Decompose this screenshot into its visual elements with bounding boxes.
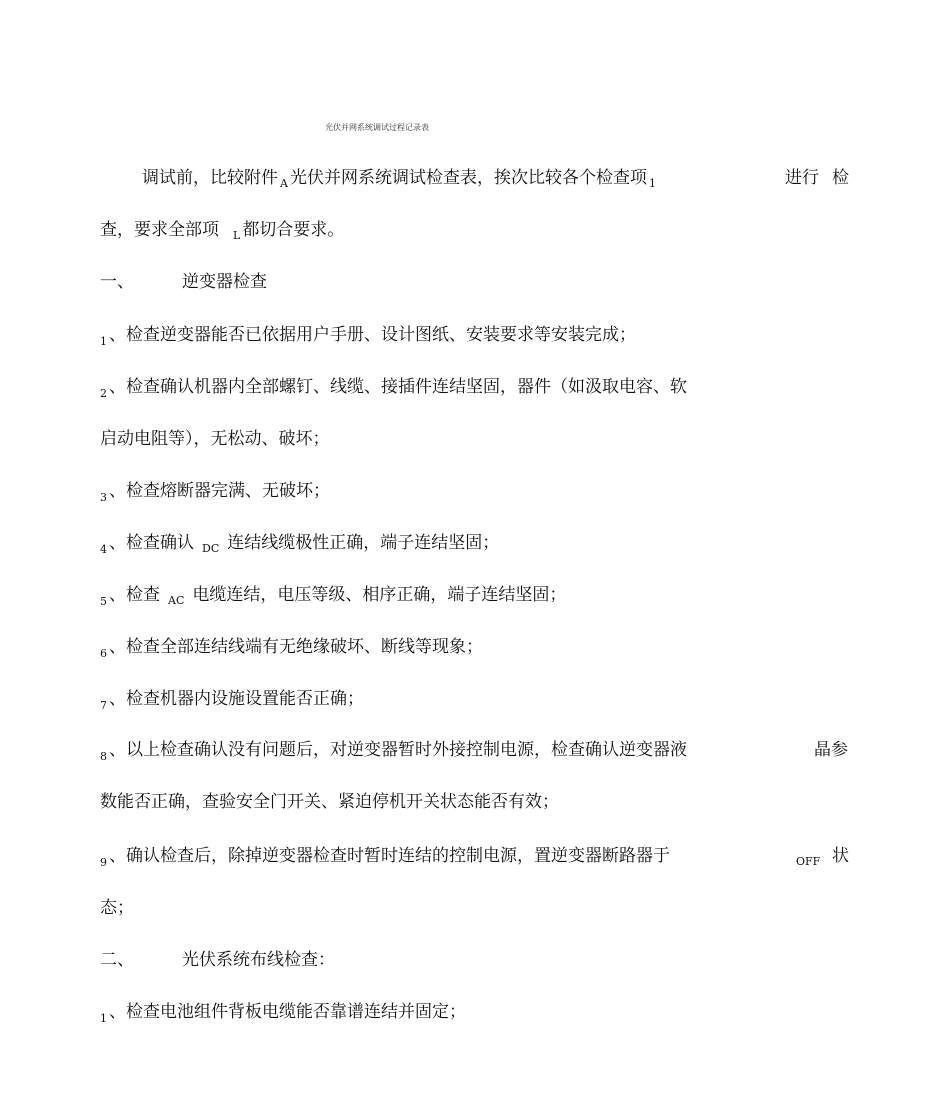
list-item-continuation [0,888,950,928]
item-text: 数能否正确，查验安全门开关、紧迫停机开关状态能否有效； [100,792,559,812]
list-item [0,679,950,719]
item-number: 8 [100,750,107,763]
section-heading [0,262,950,302]
item-text: 、检查逆变器能否已依据用户手册、设计图纸、安装要求等安装完成； [109,325,636,345]
item-number: 9 [100,856,107,869]
item-text: 晶参 [814,740,848,760]
item-text: 态； [100,898,134,918]
intro-text: 查，要求全部项 [100,220,219,240]
item-number: 2 [100,387,107,400]
intro-text: 调试前，比较附件 [142,168,278,188]
list-item [0,367,950,407]
item-text: 、检查确认机器内全部螺钉、线缆、接插件连结坚固，器件（如汲取电容、软 [109,377,687,397]
section-number: 一、 [100,272,134,292]
section-title: 光伏系统布线检查： [182,950,335,970]
list-item [0,836,950,876]
list-item [0,523,950,563]
item-term: AC [168,594,185,607]
intro-ref-l: L [233,229,241,242]
list-item-continuation [0,782,950,822]
section-number: 二、 [100,950,134,970]
list-item [0,471,950,511]
item-text: 、检查熔断器完满、无破坏； [109,481,330,501]
section-title: 逆变器检查 [182,272,267,292]
list-item-continuation [0,419,950,459]
section-heading [0,940,950,980]
intro-ref-1: 1 [648,177,656,190]
intro-line-1 [0,158,950,198]
list-item [0,575,950,615]
item-text: 、以上检查确认没有问题后，对逆变器暂时外接控制电源，检查确认逆变器液 [109,740,687,760]
intro-text: 检 [832,168,849,188]
item-text: 、确认检查后，除掉逆变器检查时暂时连结的控制电源，置逆变器断路器于 [109,846,670,866]
item-text: 、检查电池组件背板电缆能否靠谱连结并固定； [109,1002,466,1022]
intro-text: 进行 [785,168,819,188]
item-term: OFF [796,855,821,868]
document-title: 光伏并网系统调试过程记录表 [325,123,429,132]
item-number: 5 [100,595,107,608]
item-text: 、检查确认 [109,533,194,553]
intro-line-2 [0,210,950,250]
item-text: 、检查 [109,585,160,605]
item-number: 3 [100,491,107,504]
list-item [0,730,950,770]
item-text: 、检查机器内设施设置能否正确； [109,689,364,709]
item-term: DC [202,542,220,555]
item-text: 、检查全部连结线端有无绝缘破坏、断线等现象； [109,637,483,657]
list-item [0,992,950,1032]
item-number: 1 [100,1012,107,1025]
intro-text: 光伏并网系统调试检查表，挨次比较各个检查项 [289,168,647,188]
item-text: 连结线缆极性正确，端子连结坚固； [227,533,500,553]
list-item [0,315,950,355]
list-item [0,627,950,667]
item-text: 启动电阻等），无松动、破坏； [100,429,330,449]
item-number: 6 [100,647,107,660]
item-text: 电缆连结，电压等级、相序正确，端子连结坚固； [192,585,567,605]
intro-ref-a: A [280,177,288,190]
item-number: 4 [100,543,107,556]
item-number: 7 [100,699,107,712]
item-number: 1 [100,335,107,348]
intro-text: 都切合要求。 [242,220,345,240]
item-text: 状 [832,846,849,866]
